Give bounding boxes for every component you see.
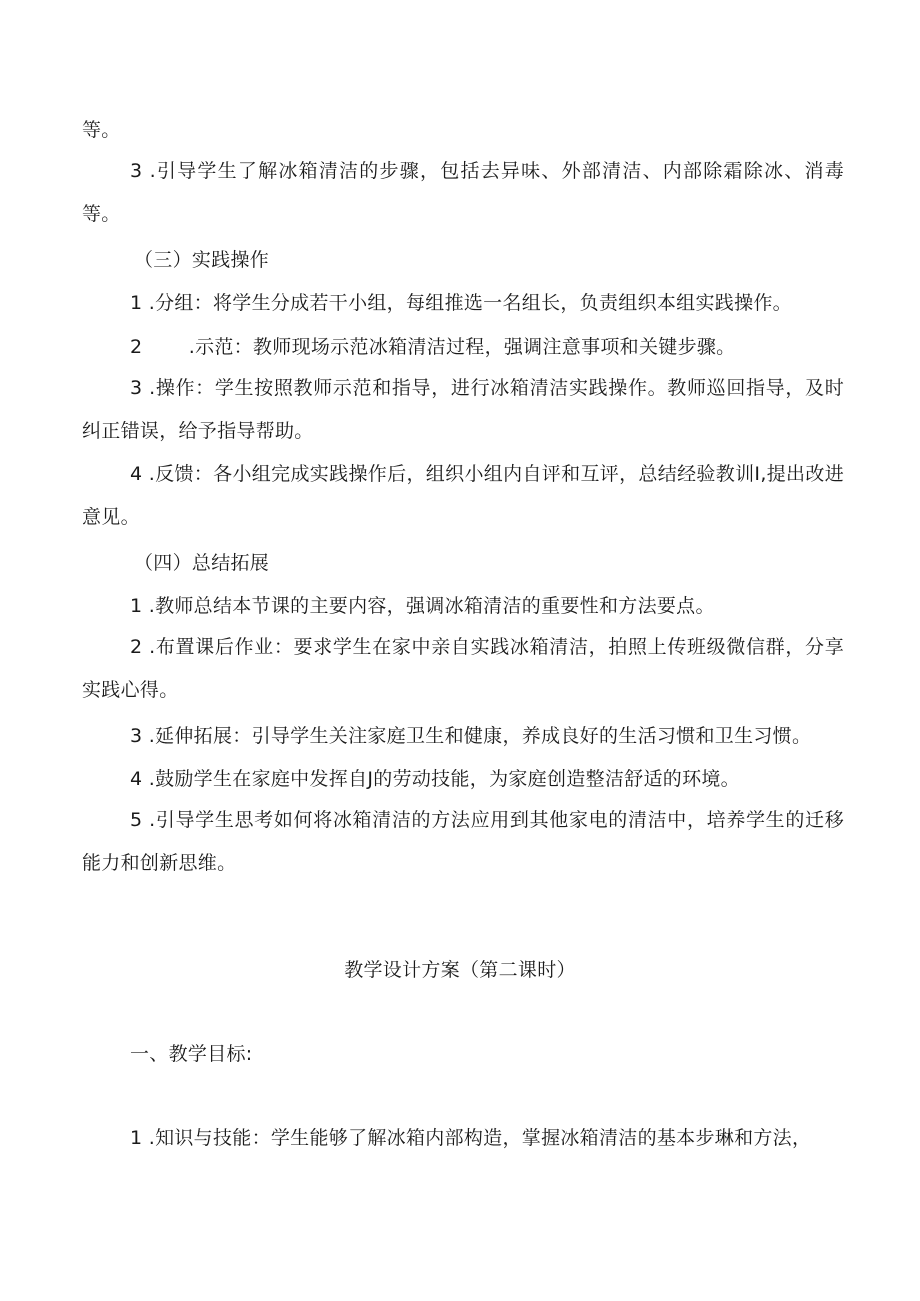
step-3-understand-cleaning: 3 .引导学生了解冰箱清洁的步骤，包括去异味、外部清洁、内部除霜除冰、消毒等。 [82, 160, 844, 225]
summary-item-extension: 3 .延伸拓展：引导学生关注家庭卫生和健康，养成良好的生活习惯和卫生习惯。 [130, 725, 812, 747]
section-heading-summary: （四）总结拓展 [134, 552, 270, 574]
practice-item-operation: 3 .操作：学生按照教师示范和指导，进行冰箱清洁实践操作。教师巡回指导，及时纠正错误，给予指导帮助。 [82, 377, 844, 442]
paragraph-continuation: 等。 [82, 119, 121, 141]
summary-item-review: 1 .教师总结本节课的主要内容，强调冰箱清洁的重要性和方法要点。 [130, 595, 715, 617]
section-heading-practice: （三）实践操作 [134, 249, 270, 271]
practice-item-feedback: 4 .反馈：各小组完成实践操作后，组织小组内自评和互评，总结经验教训I,提出改进意见。 [82, 463, 844, 528]
practice-item-demonstration: 2 .示范：教师现场示范冰箱清洁过程，强调注意事项和关键步骤。 [130, 336, 736, 358]
objective-item-knowledge: 1 .知识与技能：学生能够了解冰箱内部构造，掌握冰箱清洁的基本步琳和方法， [130, 1127, 812, 1149]
section-heading-objectives: 一、教学目标: [130, 1043, 253, 1065]
summary-item-transfer: 5 .引导学生思考如何将冰箱清洁的方法应用到其他家电的清洁中，培养学生的迁移能力和创新思维。 [82, 809, 844, 874]
summary-item-encourage: 4 .鼓励学生在家庭中发挥自J的劳动技能，为家庭创造整洁舒适的环境。 [130, 768, 740, 790]
lesson-plan-title: 教学设计方案（第二课时） [344, 959, 576, 981]
summary-item-homework: 2 .布置课后作业：要求学生在家中亲自实践冰箱清洁，拍照上传班级微信群，分享实践心得。 [82, 636, 844, 701]
practice-item-grouping: 1 .分组：将学生分成若干小组，每组推选一名组长，负责组织本组实践操作。 [130, 292, 792, 314]
